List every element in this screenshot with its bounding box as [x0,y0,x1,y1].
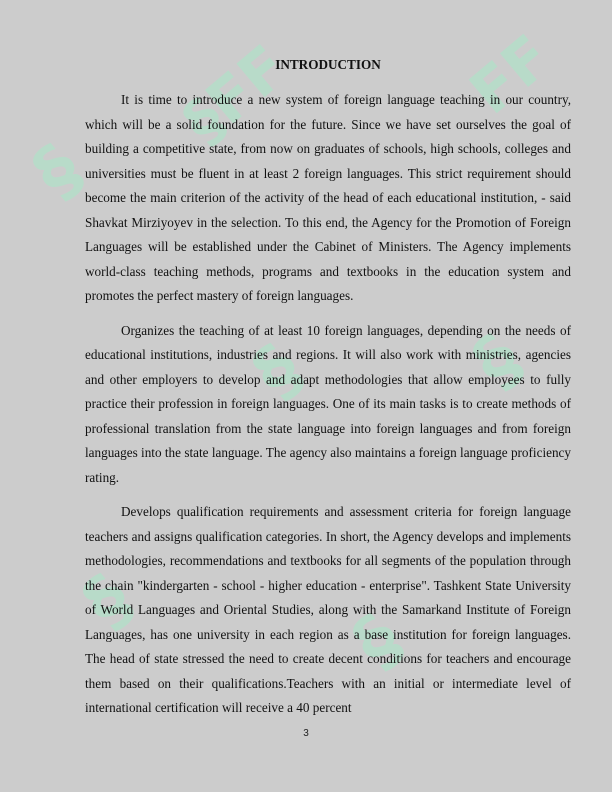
watermark-logo: § [67,558,148,644]
paragraph: Develops qualification requirements and assessment criteria for foreign language teachers and assigns qualification categories. In short, the Agency develops and implements methodologies, recommendations and textbooks for all segments of the population through the chain "kindergarten - school - higher education - enterprise". Tashkent State University of World Languages and Oriental Studies, along with the Samarkand Institute of Foreign Languages, has one university in each region as a base institution for foreign languages. The head of state stressed the need to create decent conditions for teachers and encourage them based on their qualifications.Teachers with an initial or intermediate level of international certification will receive a 40 percent [85,504,571,715]
watermark-logo: FF [457,21,565,129]
watermark-logo: § [457,318,538,404]
watermark-logo: § [237,328,318,414]
document-title: INTRODUCTION [275,57,381,72]
watermark-logo: §FF [170,32,302,158]
document-body [85,56,571,731]
watermark-logo: § [337,598,418,684]
paragraph: It is time to introduce a new system of foreign language teaching in our country, which will be a solid foundation for the future. Since we have set ourselves the goal of building a competitive state, from now on graduates of schools, high schools, colleges and universities must be fluent in at least 2 foreign languages. This strict requirement should become the main criterion of the activity of the head of each educational institution, - said Shavkat Mirziyoyev in the selection. To this end, the Agency for the Promotion of Foreign Languages will be established under the Cabinet of Ministers. The Agency implements world-class teaching methods, programs and textbooks in the education system and promotes the perfect mastery of foreign languages. [85,92,571,303]
page-number: 3 [303,728,309,739]
paragraph: Organizes the teaching of at least 10 foreign languages, depending on the needs of educational institutions, industries and regions. It will also work with ministries, agencies and other employers to develop and adapt methodologies that allow employees to fully practice their profession in foreign languages. One of its main tasks is to create methods of professional translation from the state language into foreign languages and from foreign languages into the state language. The agency also maintains a foreign language proficiency rating. [85,322,571,485]
watermark-logo: § [17,128,98,214]
